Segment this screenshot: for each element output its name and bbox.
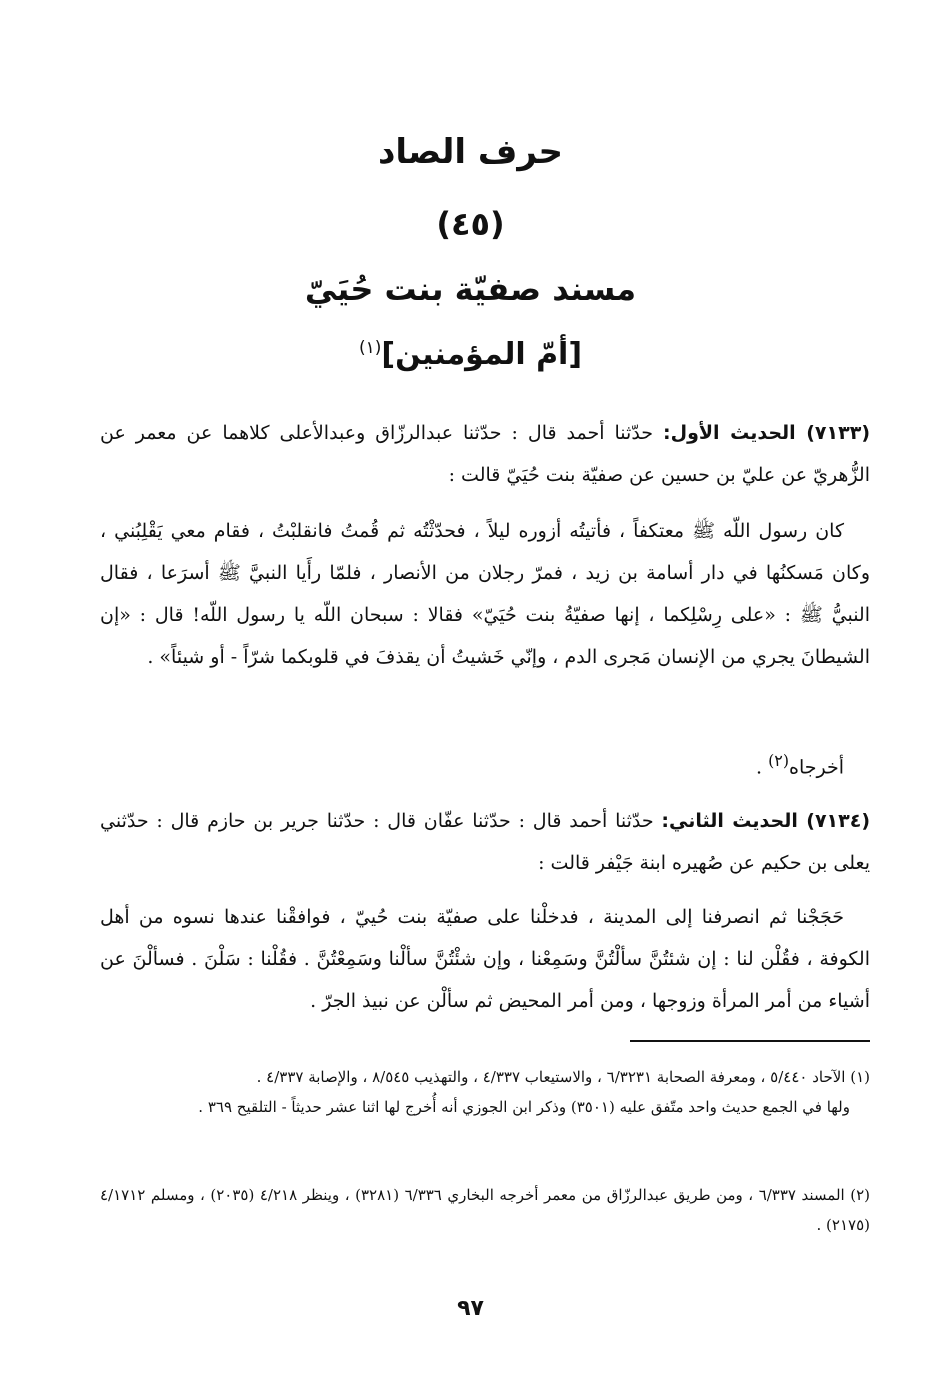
section-number: (٤٥) [436, 205, 505, 243]
footnote-1-line-1: (١) الآحاد ٥/٤٤٠ ، ومعرفة الصحابة ٦/٣٢٣١ ، والاستيعاب ٤/٣٣٧ ، والتهذيب ٨/٥٤٥ ، والإصابة ٤/٣٣٧ . [256, 1068, 870, 1086]
footnote-2-line-1: (٢) المسند ٦/٣٣٧ ، ومن طريق عبدالرزّاق من معمر أخرجه البخاري ٦/٣٣٦ (٣٢٨١) ، وينظر ٤/٢١٨ (٢٠٣٥) ، ومسلم ٤/١٧١٢ (٢١٧٥) . [100, 1186, 870, 1234]
hadith-1-label: (٧١٣٣) الحديث الأول: [663, 422, 870, 444]
takhrij-end: . [756, 756, 769, 779]
musnad-title: مسند صفيّة بنت حُيَيّ [304, 270, 637, 308]
hadith-1-text: كان رسول اللّه ﷺ معتكفاً ، فأتيتُه أزوره ليلاً ، فحدّثْتُه ثم قُمتُ فانقلبْتُ ، فقام معي يَقْلِبُني ، وكان مَسكنُها في دار أسامة بن زيد ، فمرّ رجلان من الأنصار ، فلمّا رأَيا النبيَّ ﷺ أسرَعا ، فقال النبيُّ ﷺ : «على رِسْلِكما ، إنها صفيّةُ بنت حُيَيّ» فقالا : سبحان اللّه يا رسول اللّه! قال : «إن الشيطانَ يجري من الإنسان مَجرى الدم ، وإنّي خَشيتُ أن يقذفَ في قلوبكما شرّاً - أو شيئاً» . [100, 520, 870, 668]
footnote-1-line-2: ولها في الجمع حديث واحد متّفق عليه (٣٥٠١) وذكر ابن الجوزي أنه أُخرج لها اثنا عشر حديثاً - التلقيح ٣٦٩ . [198, 1098, 850, 1116]
footnote-ref: (١) [358, 338, 382, 358]
hadith-2-chain: حدّثنا أحمد قال : حدّثنا عفّان قال : حدّثنا جرير بن حازم قال : حدّثني يعلى بن حكيم عن صُهيره ابنة جَيْفر قالت : [100, 810, 870, 874]
hadith-2-intro [100, 800, 870, 884]
footnote-divider [630, 1040, 870, 1042]
page-number: ٩٧ [457, 1296, 484, 1321]
hadith-1-chain: حدّثنا أحمد قال : حدّثنا عبدالرزّاق وعبدالأعلى كلاهما عن معمر عن الزُّهريّ عن عليّ بن حسين عن صفيّة بنت حُيَيّ قالت : [100, 422, 870, 486]
hadith-1-takhrij [100, 740, 870, 788]
subtitle-text: [أمّ المؤمنين] [381, 337, 583, 372]
hadith-2-label: (٧١٣٤) الحديث الثاني: [661, 810, 871, 832]
hadith-1-intro [100, 412, 870, 496]
musnad-subtitle [0, 337, 941, 372]
takhrij-text: أخرجاه [789, 756, 844, 779]
hadith-2-text: حَجَجْنا ثم انصرفنا إلى المدينة ، فدخلْنا على صفيّة بنت حُييّ ، فوافقْنا عندها نسوه من أهل الكوفة ، فقُلْن لنا : إن شئتُنَّ سألْتُنَّ وسَمِعْنا ، وإن شئْتُنَّ سألْنا وسَمِعْتُنَّ . فقُلْنا : سَلْنَ . فسألْنَ عن أشياء من أمر المرأة وزوجها ، ومن أمر المحيض ثم سألْن عن نبيذ الجرّ . [100, 906, 870, 1012]
chapter-title: حرف الصاد [377, 132, 564, 172]
footnote-ref: (٢) [768, 751, 789, 770]
footnote-2 [100, 1180, 870, 1240]
footnote-1 [100, 1062, 870, 1122]
